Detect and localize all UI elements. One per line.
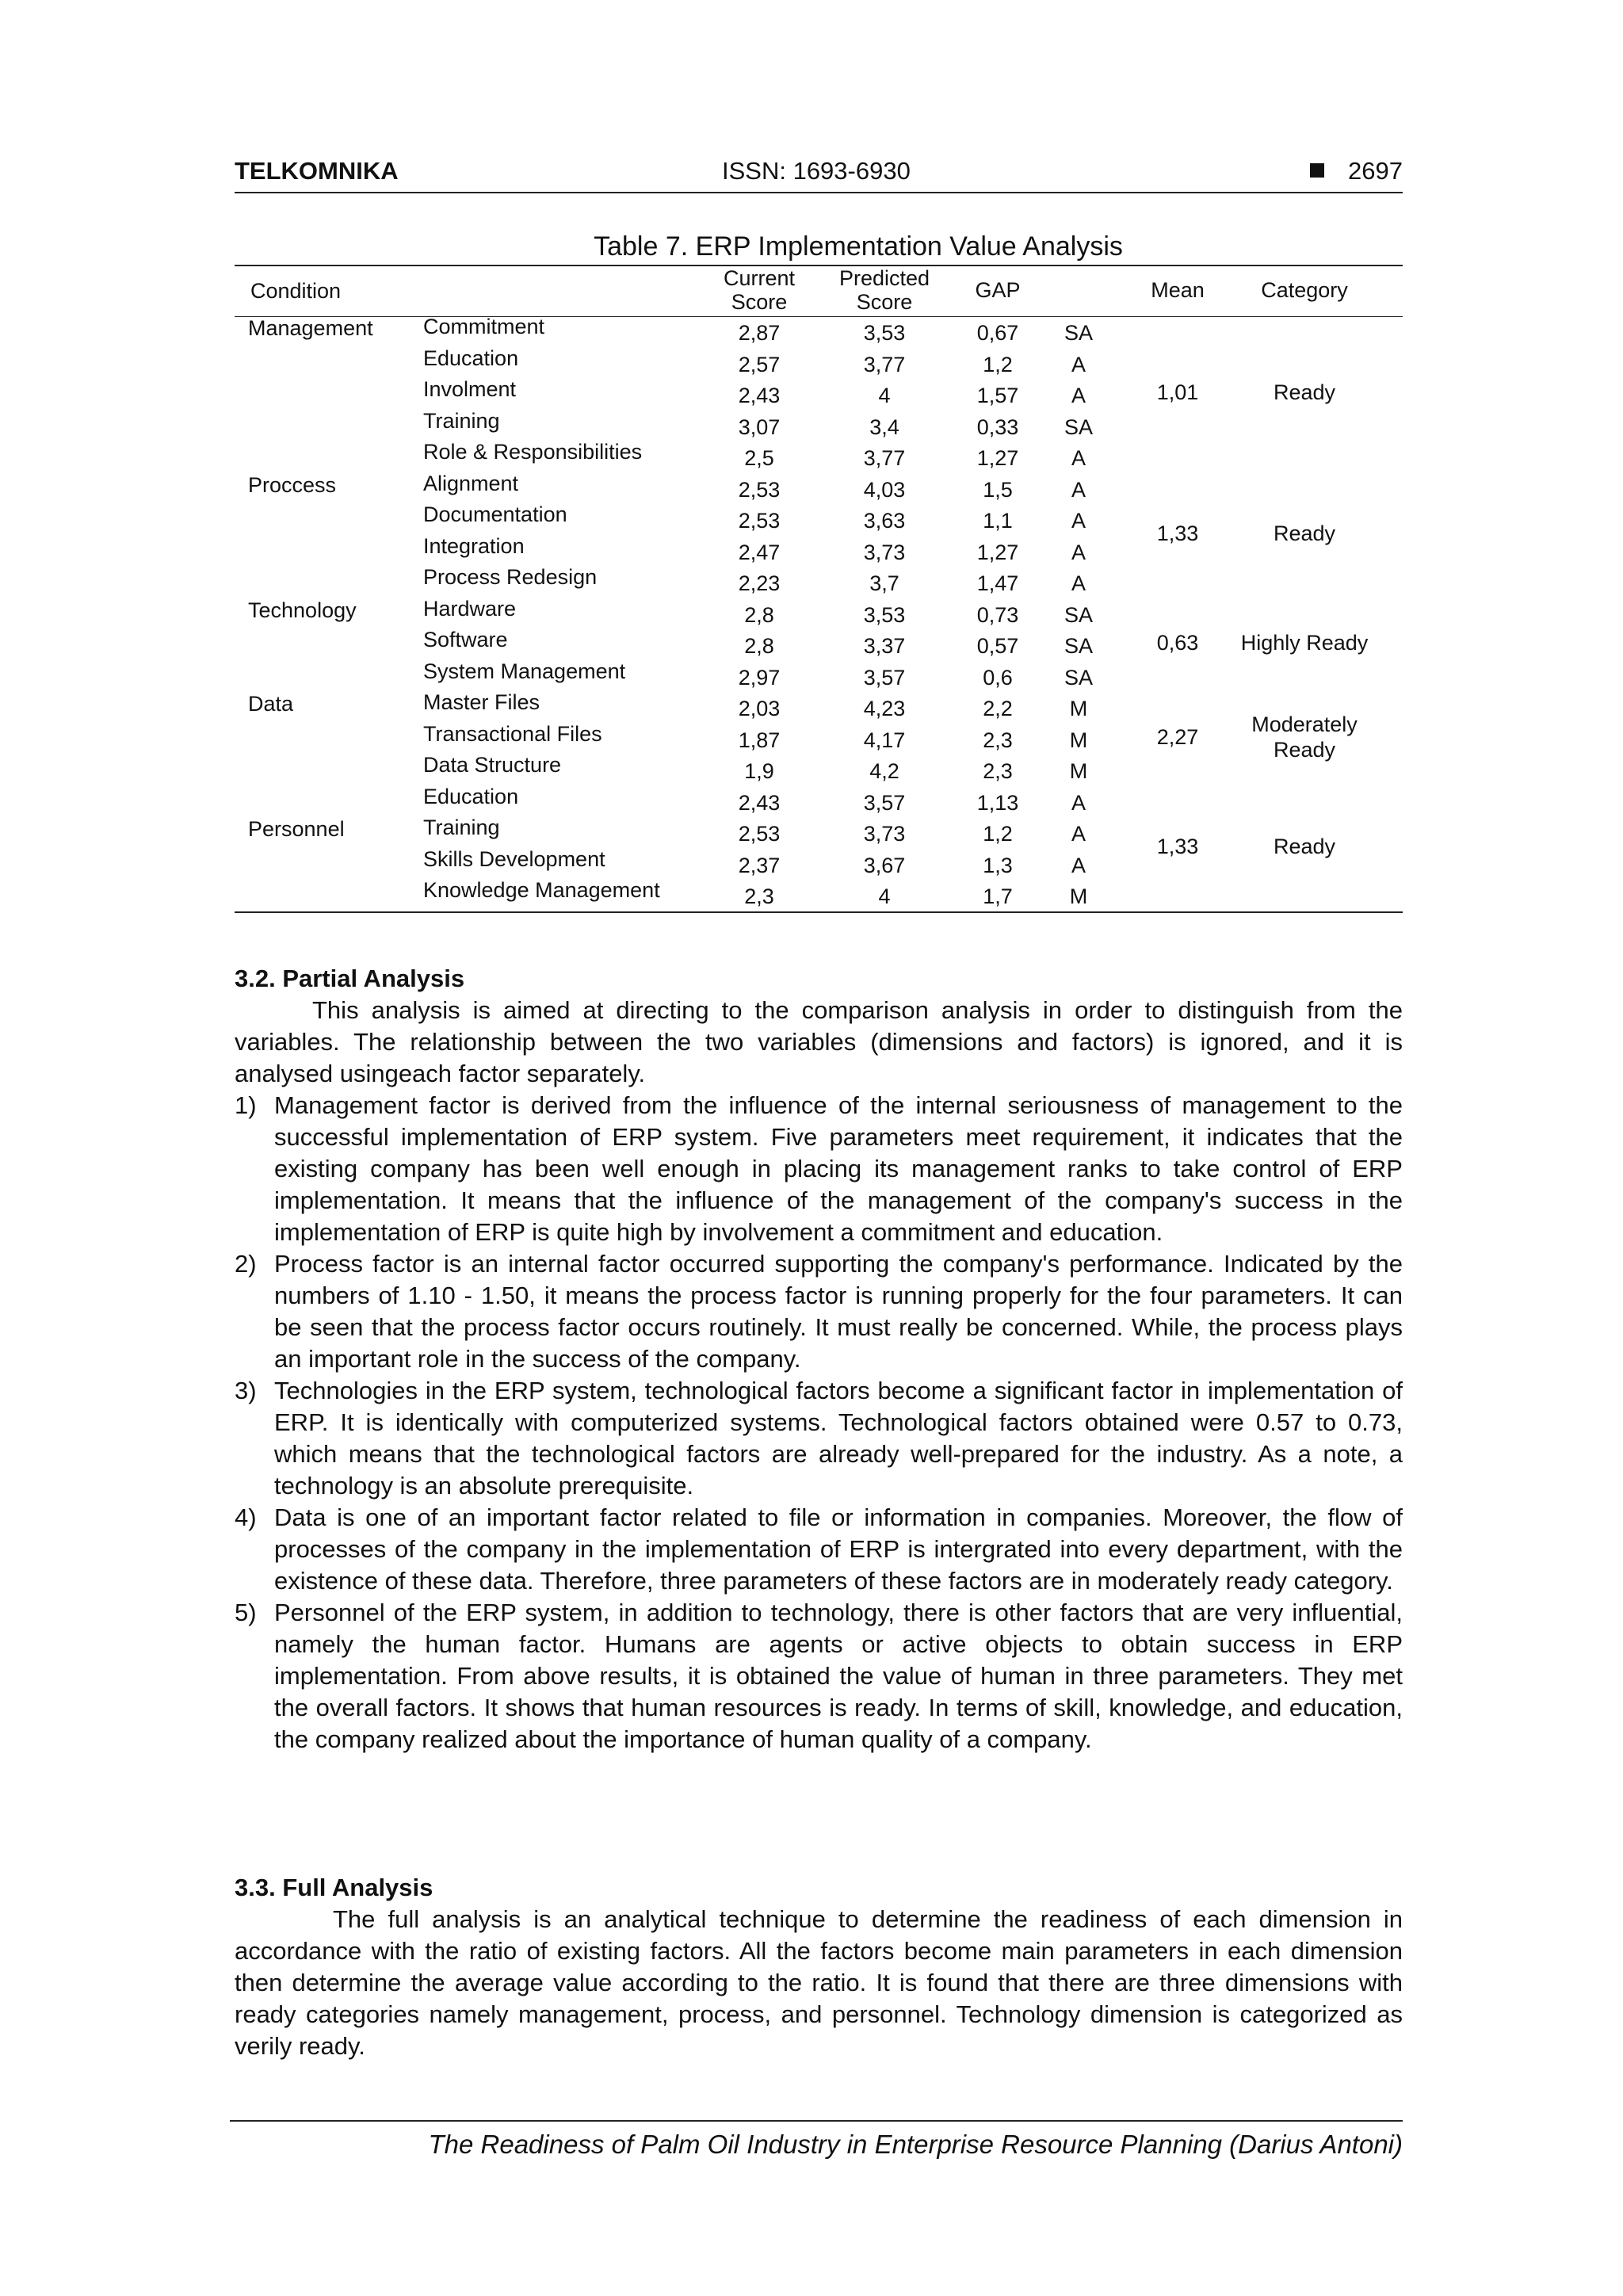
factor-cell: Knowledge Management	[423, 878, 660, 902]
group-category: Moderately	[1251, 712, 1358, 736]
gap-cell: 1,2	[983, 822, 1013, 846]
current-cell: 2,37	[738, 853, 781, 877]
predicted-cell: 3,73	[863, 540, 906, 564]
group-mean: 1,33	[1156, 834, 1199, 858]
current-cell: 2,03	[738, 697, 781, 720]
list-item: 5) Personnel of the ERP system, in addition to technology, there is other factors that are very influential, namely the human factor. Humans are agents or active objects to obtain success in ERP implementation. From above results, it is obtained the value of human in three parameters. They met the overall factors. It shows that human resources is ready. In terms of skill, knowledge, and education, the company realized about the importance of human quality of a company.	[235, 1599, 1403, 1753]
predicted-cell: 3,53	[863, 602, 906, 627]
gap-cell: 0,33	[976, 415, 1019, 439]
predicted-cell: 3,57	[863, 665, 906, 690]
table-caption: Table 7. ERP Implementation Value Analysis	[594, 231, 1123, 262]
gap-cell: 1,3	[983, 853, 1013, 877]
gap-cell: 1,13	[976, 790, 1019, 815]
partial-analysis-heading: 3.2. Partial Analysis	[235, 965, 465, 992]
journal-name: TELKOMNIKA	[235, 157, 399, 185]
level-cell: M	[1069, 759, 1088, 783]
factor-cell: Software	[423, 628, 508, 651]
factor-cell: Documentation	[423, 502, 567, 526]
factor-cell: Transactional Files	[423, 721, 602, 746]
level-cell: A	[1071, 352, 1086, 376]
current-cell: 2,47	[738, 540, 781, 564]
condition-label: Technology	[248, 598, 357, 622]
group-category: Ready	[1273, 380, 1336, 404]
current-cell: 2,43	[738, 790, 781, 815]
gap-cell: 2,3	[983, 759, 1013, 783]
gap-cell: 0,67	[976, 321, 1019, 345]
current-cell: 2,97	[738, 665, 781, 690]
full-analysis-heading: 3.3. Full Analysis	[235, 1874, 433, 1901]
list-item: 4) Data is one of an important factor related to file or information in companies. Moreover, the flow of processes of the company in the implementation of ERP is intergrated into every department, with the existence of these data. Therefore, three parameters of these factors are in moderately ready category.	[235, 1503, 1403, 1595]
condition-label: Personnel	[248, 817, 345, 841]
table-top-rule	[235, 265, 1403, 266]
predicted-cell: 3,7	[869, 571, 899, 595]
gap-cell: 1,57	[976, 384, 1019, 407]
condition-label: Management	[248, 316, 373, 340]
group-category: Ready	[1273, 834, 1336, 858]
page-footer: The Readiness of Palm Oil Industry in Enterprise Resource Planning (Darius Antoni)	[230, 2120, 1403, 2160]
factor-cell: Master Files	[423, 690, 540, 714]
table-bottom-rule	[235, 911, 1403, 913]
level-cell: A	[1071, 384, 1086, 407]
factor-cell: Education	[423, 784, 519, 808]
issn: ISSN: 1693-6930	[722, 157, 911, 185]
level-cell: M	[1069, 697, 1088, 720]
gap-cell: 1,1	[983, 509, 1013, 533]
group-mean: 1,01	[1156, 380, 1199, 404]
level-cell: SA	[1064, 415, 1094, 439]
gap-cell: 1,5	[983, 477, 1013, 502]
level-cell: SA	[1064, 321, 1094, 345]
gap-cell: 1,27	[976, 540, 1019, 564]
list-item: 1) Management factor is derived from the influence of the internal seriousness of management to the successful implementation of ERP system. Five parameters meet requirement, it indicates that the existing company has been well enough in placing its management ranks to take control of ERP implementation. It means that the influence of the management of the company's success in the implementation of ERP is quite high by involvement a commitment and education.	[235, 1091, 1403, 1246]
factor-cell: Data Structure	[423, 753, 562, 777]
col-header-predicted: Predicted Score	[838, 266, 930, 314]
condition-label: Data	[248, 692, 294, 716]
predicted-cell: 3,57	[863, 790, 906, 815]
predicted-cell: 3,63	[863, 509, 906, 533]
predicted-cell: 3,53	[863, 321, 906, 345]
predicted-cell: 3,37	[863, 634, 906, 658]
col-header-category: Category	[1261, 278, 1348, 302]
current-cell: 2,23	[738, 571, 781, 595]
col-header-current: Current Score	[723, 266, 796, 314]
factor-cell: Commitment	[423, 315, 545, 338]
col-header-gap: GAP	[975, 278, 1021, 302]
factor-cell: Alignment	[423, 471, 519, 495]
gap-cell: 0,57	[976, 634, 1019, 658]
group-category: Ready	[1273, 521, 1336, 545]
level-cell: SA	[1064, 602, 1094, 627]
page-number-block	[1310, 157, 1403, 185]
current-cell: 2,87	[738, 321, 781, 345]
current-cell: 2,3	[744, 884, 774, 908]
current-cell: 2,8	[744, 602, 774, 627]
predicted-cell: 4,23	[863, 697, 906, 720]
level-cell: A	[1071, 822, 1086, 846]
gap-cell: 0,6	[983, 665, 1013, 690]
predicted-cell: 4,03	[863, 477, 906, 502]
gap-cell: 1,27	[976, 446, 1019, 470]
predicted-cell: 3,4	[869, 415, 899, 439]
level-cell: A	[1071, 853, 1086, 877]
gap-cell: 1,7	[983, 884, 1013, 908]
factor-cell: Role & Responsibilities	[423, 440, 643, 464]
level-cell: SA	[1064, 634, 1094, 658]
group-mean: 0,63	[1156, 631, 1199, 655]
page-number: 2697	[1348, 157, 1403, 185]
list-item: 3) Technologies in the ERP system, technological factors become a significant factor in implementation of ERP. It is identically with computerized systems. Technological factors obtained were 0.57 to 0.73, which means that the technological factors are already well-prepared for the industry. As a note, a technology is an absolute prerequisite.	[235, 1377, 1403, 1499]
factor-cell: Training	[423, 408, 500, 433]
list-item: 2) Process factor is an internal factor occurred supporting the company's performance. Indicated by the numbers of 1.10 - 1.50, it means the process factor is running properly for the four parameters. It can be seen that the process factor occurs routinely. It must really be concerned. While, the process plays an important role in the success of the company.	[235, 1250, 1403, 1373]
predicted-cell: 3,67	[863, 853, 906, 877]
current-cell: 2,57	[738, 352, 781, 376]
predicted-cell: 3,77	[863, 352, 906, 376]
predicted-cell: 3,73	[863, 822, 906, 846]
full-analysis-section	[235, 1872, 1403, 2062]
table-header-rule	[235, 316, 1403, 317]
group-category: Ready	[1273, 737, 1336, 762]
level-cell: A	[1071, 571, 1086, 595]
gap-cell: 2,3	[983, 728, 1013, 752]
partial-analysis-intro: This analysis is aimed at directing to the comparison analysis in order to distinguish from the variables. The relationship between the two variables (dimensions and factors) is ignored, and it is analysed usingeach factor separately.	[235, 996, 1403, 1087]
level-cell: A	[1071, 477, 1086, 502]
partial-analysis-section	[235, 963, 1403, 1755]
current-cell: 2,53	[738, 509, 781, 533]
factor-cell: Involment	[423, 377, 517, 401]
condition-label: Proccess	[248, 472, 337, 497]
level-cell: A	[1071, 790, 1086, 815]
predicted-cell: 4,17	[863, 728, 906, 752]
group-category: Highly Ready	[1240, 631, 1369, 655]
col-header-mean: Mean	[1151, 278, 1205, 302]
level-cell: M	[1069, 728, 1088, 752]
level-cell: SA	[1064, 665, 1094, 690]
predicted-cell: 4	[878, 384, 891, 407]
current-cell: 1,87	[738, 728, 781, 752]
gap-cell: 1,2	[983, 352, 1013, 376]
gap-cell: 2,2	[983, 697, 1013, 720]
factor-cell: Skills Development	[423, 846, 605, 871]
level-cell: A	[1071, 540, 1086, 564]
full-analysis-text: The full analysis is an analytical technique to determine the readiness of each dimension in accordance with the ratio of existing factors. All the factors become main parameters in each dimension then determine the average value according to the ratio. It is found that there are three dimensions with ready categories namely management, process, and personnel. Technology dimension is categorized as verily ready.	[235, 1905, 1403, 2060]
level-cell: A	[1071, 446, 1086, 470]
col-header-condition: Condition	[250, 279, 342, 303]
predicted-cell: 4,2	[869, 759, 899, 783]
level-cell: A	[1071, 509, 1086, 533]
current-cell: 2,43	[738, 384, 781, 407]
predicted-cell: 3,77	[863, 446, 906, 470]
factor-cell: Process Redesign	[423, 565, 598, 589]
gap-cell: 0,73	[976, 602, 1019, 627]
level-cell: M	[1069, 884, 1088, 908]
partial-analysis-list	[235, 1090, 1403, 1755]
factor-cell: Integration	[423, 533, 525, 558]
gap-cell: 1,47	[976, 571, 1019, 595]
predicted-cell: 4	[878, 884, 891, 908]
factor-cell: Education	[423, 346, 519, 370]
current-cell: 3,07	[738, 415, 781, 439]
group-mean: 1,33	[1156, 521, 1199, 545]
current-cell: 2,53	[738, 822, 781, 846]
current-cell: 2,8	[744, 634, 774, 658]
square-bullet-icon	[1310, 163, 1324, 178]
current-cell: 1,9	[744, 759, 774, 783]
factor-cell: Hardware	[423, 596, 517, 621]
group-mean: 2,27	[1156, 724, 1199, 749]
factor-cell: Training	[423, 816, 500, 839]
page-header	[235, 157, 1403, 193]
current-cell: 2,5	[744, 446, 774, 470]
current-cell: 2,53	[738, 477, 781, 502]
factor-cell: System Management	[423, 659, 626, 683]
